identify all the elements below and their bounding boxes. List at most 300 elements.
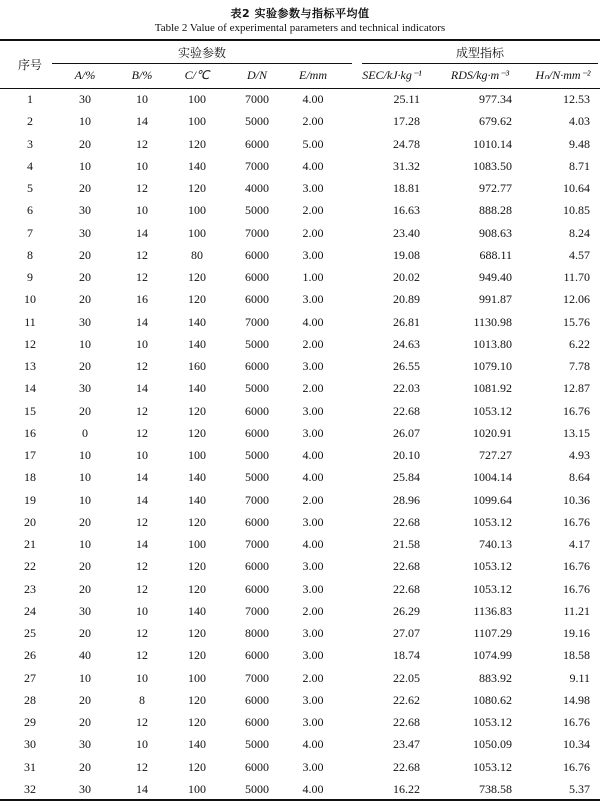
cell-d: 5000 — [245, 336, 269, 351]
cell-sec: 22.68 — [393, 403, 420, 418]
cell-idx: 2 — [27, 114, 33, 129]
cell-idx: 18 — [24, 470, 36, 485]
cell-b: 12 — [136, 715, 148, 729]
cell-d: 5000 — [245, 470, 269, 485]
cell-idx: 27 — [24, 670, 36, 685]
header-e: E/mm — [299, 68, 327, 82]
cell-idx: 32 — [24, 781, 36, 796]
cell-a: 30 — [79, 603, 91, 618]
cell-idx: 1 — [27, 92, 33, 106]
cell-c: 100 — [188, 537, 206, 551]
cell-rds: 972.77 — [479, 181, 512, 195]
cell-rds: 1081.92 — [473, 381, 512, 396]
cell-c: 140 — [188, 603, 206, 618]
cell-hn: 16.76 — [563, 403, 590, 418]
cell-a: 30 — [79, 381, 91, 396]
table-row — [0, 689, 600, 711]
cell-b: 12 — [136, 181, 148, 195]
cell-b: 14 — [136, 781, 148, 796]
cell-a: 20 — [79, 692, 91, 707]
cell-hn: 16.76 — [563, 581, 590, 596]
cell-a: 20 — [79, 270, 91, 284]
cell-d: 7000 — [245, 158, 269, 173]
cell-a: 30 — [79, 92, 91, 106]
cell-hn: 4.57 — [569, 247, 590, 262]
cell-hn: 10.34 — [563, 737, 590, 752]
cell-sec: 22.62 — [393, 692, 420, 707]
cell-b: 12 — [136, 359, 148, 373]
cell-sec: 24.78 — [393, 136, 420, 151]
cell-rds: 1050.09 — [473, 737, 512, 752]
cell-hn: 11.21 — [563, 603, 590, 618]
indicators-group-rule — [362, 63, 598, 64]
cell-c: 140 — [188, 381, 206, 396]
cell-a: 20 — [79, 759, 91, 774]
cell-b: 10 — [136, 92, 148, 106]
cell-d: 8000 — [245, 626, 269, 640]
cell-d: 6000 — [245, 581, 269, 596]
cell-c: 120 — [188, 270, 206, 284]
cell-e: 3.00 — [302, 292, 324, 307]
cell-e: 4.00 — [302, 448, 324, 462]
cell-sec: 20.10 — [393, 448, 420, 462]
cell-c: 120 — [188, 181, 206, 195]
cell-rds: 1107.29 — [473, 626, 512, 640]
cell-d: 6000 — [245, 270, 269, 284]
cell-sec: 22.03 — [393, 381, 420, 396]
cell-e: 3.00 — [302, 715, 324, 729]
table-row — [0, 511, 600, 533]
cell-hn: 6.22 — [569, 336, 590, 351]
cell-e: 3.00 — [302, 581, 324, 596]
header-a: A/% — [74, 68, 96, 82]
cell-c: 100 — [188, 448, 206, 462]
cell-idx: 17 — [24, 448, 36, 462]
cell-a: 10 — [79, 158, 91, 173]
cell-d: 6000 — [245, 425, 269, 440]
cell-b: 12 — [136, 270, 148, 284]
cell-b: 10 — [136, 158, 148, 173]
cell-b: 12 — [136, 136, 148, 151]
cell-d: 6000 — [245, 292, 269, 307]
table-row — [0, 422, 600, 444]
cell-d: 5000 — [245, 203, 269, 218]
cell-d: 6000 — [245, 692, 269, 707]
cell-a: 0 — [82, 425, 88, 440]
cell-rds: 1074.99 — [473, 648, 512, 663]
cell-sec: 22.68 — [393, 759, 420, 774]
cell-c: 160 — [188, 359, 206, 373]
cell-idx: 3 — [27, 136, 33, 151]
cell-d: 7000 — [245, 92, 269, 106]
cell-sec: 17.28 — [393, 114, 420, 129]
table-row — [0, 266, 600, 288]
cell-e: 2.00 — [302, 225, 324, 240]
cell-e: 3.00 — [302, 559, 324, 574]
cell-c: 100 — [188, 114, 206, 129]
header-group-indicators: 成型指标 — [455, 46, 504, 60]
cell-sec: 22.68 — [393, 514, 420, 529]
cell-b: 14 — [136, 314, 148, 329]
table-row — [0, 288, 600, 310]
cell-e: 4.00 — [302, 737, 324, 752]
cell-idx: 29 — [24, 715, 36, 729]
cell-e: 3.00 — [302, 247, 324, 262]
cell-idx: 6 — [27, 203, 33, 218]
cell-hn: 8.71 — [569, 158, 590, 173]
cell-d: 7000 — [245, 537, 269, 551]
cell-d: 7000 — [245, 670, 269, 685]
cell-sec: 26.81 — [393, 314, 420, 329]
cell-e: 3.00 — [302, 692, 324, 707]
cell-d: 6000 — [245, 136, 269, 151]
table-row — [0, 733, 600, 755]
cell-rds: 991.87 — [479, 292, 512, 307]
cell-sec: 25.84 — [393, 470, 420, 485]
top-rule — [0, 39, 600, 41]
cell-idx: 11 — [24, 314, 36, 329]
cell-d: 6000 — [245, 715, 269, 729]
cell-c: 100 — [188, 225, 206, 240]
header-hn: Hₙ/N·mm⁻² — [535, 68, 591, 82]
cell-c: 120 — [188, 292, 206, 307]
cell-c: 100 — [188, 92, 206, 106]
cell-b: 14 — [136, 492, 148, 507]
header-group-params: 实验参数 — [177, 46, 226, 60]
cell-e: 3.00 — [302, 759, 324, 774]
cell-d: 7000 — [245, 603, 269, 618]
cell-d: 5000 — [245, 381, 269, 396]
cell-hn: 18.58 — [563, 648, 590, 663]
cell-hn: 19.16 — [563, 626, 590, 640]
cell-e: 3.00 — [302, 425, 324, 440]
cell-a: 30 — [79, 225, 91, 240]
cell-a: 20 — [79, 581, 91, 596]
cell-idx: 8 — [27, 247, 33, 262]
cell-e: 3.00 — [302, 514, 324, 529]
cell-sec: 20.02 — [393, 270, 420, 284]
cell-sec: 23.40 — [393, 225, 420, 240]
cell-rds: 1053.12 — [473, 403, 512, 418]
cell-rds: 688.11 — [479, 247, 512, 262]
cell-a: 10 — [79, 492, 91, 507]
cell-rds: 1013.80 — [473, 336, 512, 351]
cell-rds: 1053.12 — [473, 581, 512, 596]
cell-a: 30 — [79, 203, 91, 218]
cell-sec: 23.47 — [393, 737, 420, 752]
cell-d: 6000 — [245, 247, 269, 262]
header-d: D/N — [246, 68, 267, 82]
cell-sec: 27.07 — [393, 626, 420, 640]
cell-idx: 9 — [27, 270, 33, 284]
cell-c: 120 — [188, 514, 206, 529]
cell-idx: 7 — [27, 225, 33, 240]
cell-a: 10 — [79, 114, 91, 129]
cell-b: 12 — [136, 559, 148, 574]
cell-e: 3.00 — [302, 181, 324, 195]
cell-sec: 16.63 — [393, 203, 420, 218]
cell-hn: 8.24 — [569, 225, 590, 240]
table-row — [0, 644, 600, 666]
cell-rds: 740.13 — [479, 537, 512, 551]
cell-e: 2.00 — [302, 381, 324, 396]
cell-hn: 10.64 — [563, 181, 590, 195]
cell-e: 4.00 — [302, 537, 324, 551]
cell-d: 6000 — [245, 359, 269, 373]
cell-idx: 24 — [24, 603, 36, 618]
cell-b: 14 — [136, 537, 148, 551]
cell-b: 12 — [136, 403, 148, 418]
table-row — [0, 622, 600, 644]
cell-d: 5000 — [245, 448, 269, 462]
cell-c: 140 — [188, 336, 206, 351]
cell-hn: 12.06 — [563, 292, 590, 307]
cell-idx: 26 — [24, 648, 36, 663]
cell-hn: 9.11 — [569, 670, 590, 685]
cell-hn: 4.03 — [569, 114, 590, 129]
cell-b: 10 — [136, 737, 148, 752]
cell-hn: 14.98 — [563, 692, 590, 707]
cell-b: 14 — [136, 381, 148, 396]
cell-idx: 14 — [24, 381, 36, 396]
cell-hn: 4.93 — [569, 448, 590, 462]
cell-d: 4000 — [245, 181, 269, 195]
cell-rds: 1130.98 — [473, 314, 512, 329]
table-row — [0, 177, 600, 199]
cell-b: 10 — [136, 670, 148, 685]
table-row — [0, 355, 600, 377]
cell-e: 4.00 — [302, 92, 324, 106]
cell-e: 1.00 — [302, 270, 324, 284]
cell-hn: 12.53 — [563, 92, 590, 106]
cell-sec: 31.32 — [393, 158, 420, 173]
cell-sec: 26.07 — [393, 425, 420, 440]
cell-c: 120 — [188, 626, 206, 640]
table-row — [0, 311, 600, 333]
cell-idx: 16 — [24, 425, 36, 440]
cell-c: 100 — [188, 781, 206, 796]
cell-b: 14 — [136, 470, 148, 485]
cell-rds: 1083.50 — [473, 158, 512, 173]
cell-d: 6000 — [245, 559, 269, 574]
cell-e: 2.00 — [302, 336, 324, 351]
table-title-en: Table 2 Value of experimental parameters and technical indicators — [154, 22, 446, 34]
cell-sec: 21.58 — [393, 537, 420, 551]
table-row — [0, 466, 600, 488]
cell-hn: 16.76 — [563, 559, 590, 574]
cell-e: 3.00 — [302, 403, 324, 418]
header-rds: RDS/kg·m⁻³ — [450, 68, 510, 82]
cell-d: 7000 — [245, 225, 269, 240]
cell-d: 5000 — [245, 737, 269, 752]
cell-idx: 25 — [24, 626, 36, 640]
cell-hn: 16.76 — [563, 715, 590, 729]
cell-sec: 22.68 — [393, 715, 420, 729]
cell-rds: 1079.10 — [473, 359, 512, 373]
cell-idx: 22 — [24, 559, 36, 574]
cell-e: 2.00 — [302, 203, 324, 218]
cell-c: 80 — [191, 247, 203, 262]
cell-idx: 30 — [24, 737, 36, 752]
cell-rds: 738.58 — [479, 781, 512, 796]
cell-idx: 20 — [24, 514, 36, 529]
cell-b: 14 — [136, 114, 148, 129]
table-row — [0, 555, 600, 577]
cell-sec: 28.96 — [393, 492, 420, 507]
cell-b: 12 — [136, 759, 148, 774]
cell-d: 5000 — [245, 781, 269, 796]
cell-a: 20 — [79, 403, 91, 418]
cell-c: 100 — [188, 670, 206, 685]
cell-idx: 23 — [24, 581, 36, 596]
cell-c: 100 — [188, 203, 206, 218]
cell-b: 10 — [136, 448, 148, 462]
cell-c: 120 — [188, 403, 206, 418]
cell-b: 16 — [136, 292, 148, 307]
header-sec: SEC/kJ·kg⁻¹ — [362, 68, 422, 82]
cell-e: 3.00 — [302, 359, 324, 373]
cell-c: 140 — [188, 158, 206, 173]
cell-rds: 1053.12 — [473, 559, 512, 574]
cell-hn: 12.87 — [563, 381, 590, 396]
cell-c: 140 — [188, 492, 206, 507]
cell-e: 5.00 — [302, 136, 324, 151]
cell-rds: 1136.83 — [473, 603, 512, 618]
cell-a: 20 — [79, 359, 91, 373]
cell-b: 12 — [136, 626, 148, 640]
cell-b: 12 — [136, 648, 148, 663]
cell-d: 7000 — [245, 492, 269, 507]
cell-d: 6000 — [245, 403, 269, 418]
cell-c: 120 — [188, 715, 206, 729]
cell-idx: 15 — [24, 403, 36, 418]
cell-rds: 883.92 — [479, 670, 512, 685]
cell-d: 5000 — [245, 114, 269, 129]
cell-e: 2.00 — [302, 114, 324, 129]
cell-e: 2.00 — [302, 603, 324, 618]
table-row — [0, 756, 600, 778]
table-row — [0, 600, 600, 622]
cell-sec: 18.81 — [393, 181, 420, 195]
cell-rds: 1053.12 — [473, 514, 512, 529]
cell-e: 3.00 — [302, 648, 324, 663]
cell-c: 120 — [188, 136, 206, 151]
cell-sec: 25.11 — [393, 92, 420, 106]
cell-a: 20 — [79, 715, 91, 729]
table-title-cn: 表2 实验参数与指标平均值 — [230, 7, 370, 20]
cell-sec: 20.89 — [393, 292, 420, 307]
cell-idx: 31 — [24, 759, 36, 774]
cell-rds: 1010.14 — [473, 136, 512, 151]
cell-idx: 13 — [24, 359, 36, 373]
cell-sec: 22.68 — [393, 559, 420, 574]
cell-idx: 10 — [24, 292, 36, 307]
cell-hn: 8.64 — [569, 470, 590, 485]
table-row — [0, 533, 600, 555]
cell-d: 6000 — [245, 759, 269, 774]
cell-hn: 16.76 — [563, 514, 590, 529]
header-b: B/% — [131, 68, 153, 82]
cell-sec: 26.55 — [393, 359, 420, 373]
header-c: C/℃ — [184, 68, 210, 82]
cell-sec: 26.29 — [393, 603, 420, 618]
table-row — [0, 377, 600, 399]
table-row — [0, 155, 600, 177]
cell-b: 10 — [136, 603, 148, 618]
table-row — [0, 444, 600, 466]
cell-rds: 727.27 — [479, 448, 512, 462]
cell-a: 10 — [79, 448, 91, 462]
cell-rds: 1004.14 — [473, 470, 512, 485]
cell-c: 140 — [188, 314, 206, 329]
cell-b: 12 — [136, 581, 148, 596]
table-row — [0, 711, 600, 733]
cell-hn: 4.17 — [569, 537, 590, 551]
cell-hn: 10.36 — [563, 492, 590, 507]
cell-c: 140 — [188, 470, 206, 485]
cell-sec: 16.22 — [393, 781, 420, 796]
cell-c: 120 — [188, 648, 206, 663]
table-row — [0, 222, 600, 244]
cell-a: 20 — [79, 247, 91, 262]
cell-rds: 1053.12 — [473, 759, 512, 774]
cell-a: 30 — [79, 737, 91, 752]
cell-b: 14 — [136, 225, 148, 240]
cell-rds: 1099.64 — [473, 492, 512, 507]
table-row — [0, 199, 600, 221]
cell-rds: 977.34 — [479, 92, 512, 106]
table-row — [0, 88, 600, 110]
cell-e: 4.00 — [302, 470, 324, 485]
cell-hn: 13.15 — [563, 425, 590, 440]
cell-e: 2.00 — [302, 670, 324, 685]
cell-e: 4.00 — [302, 781, 324, 796]
cell-c: 120 — [188, 425, 206, 440]
table-row — [0, 110, 600, 132]
cell-a: 10 — [79, 470, 91, 485]
cell-rds: 1020.91 — [473, 425, 512, 440]
cell-hn: 11.70 — [563, 270, 590, 284]
cell-rds: 888.28 — [479, 203, 512, 218]
cell-e: 4.00 — [302, 158, 324, 173]
cell-a: 40 — [79, 648, 91, 663]
cell-hn: 16.76 — [563, 759, 590, 774]
cell-idx: 19 — [24, 492, 36, 507]
table-row — [0, 333, 600, 355]
cell-hn: 10.85 — [563, 203, 590, 218]
cell-c: 120 — [188, 581, 206, 596]
cell-a: 20 — [79, 181, 91, 195]
cell-rds: 1080.62 — [473, 692, 512, 707]
cell-d: 7000 — [245, 314, 269, 329]
cell-idx: 4 — [27, 158, 33, 173]
table-row — [0, 400, 600, 422]
cell-b: 8 — [139, 692, 145, 707]
cell-hn: 7.78 — [569, 359, 590, 373]
table-row — [0, 489, 600, 511]
cell-b: 10 — [136, 336, 148, 351]
cell-a: 10 — [79, 670, 91, 685]
cell-b: 12 — [136, 247, 148, 262]
cell-a: 20 — [79, 626, 91, 640]
cell-d: 6000 — [245, 648, 269, 663]
params-group-rule — [52, 63, 352, 64]
header-index: 序号 — [17, 58, 42, 72]
cell-a: 20 — [79, 136, 91, 151]
cell-c: 120 — [188, 692, 206, 707]
cell-a: 10 — [79, 336, 91, 351]
cell-e: 4.00 — [302, 314, 324, 329]
